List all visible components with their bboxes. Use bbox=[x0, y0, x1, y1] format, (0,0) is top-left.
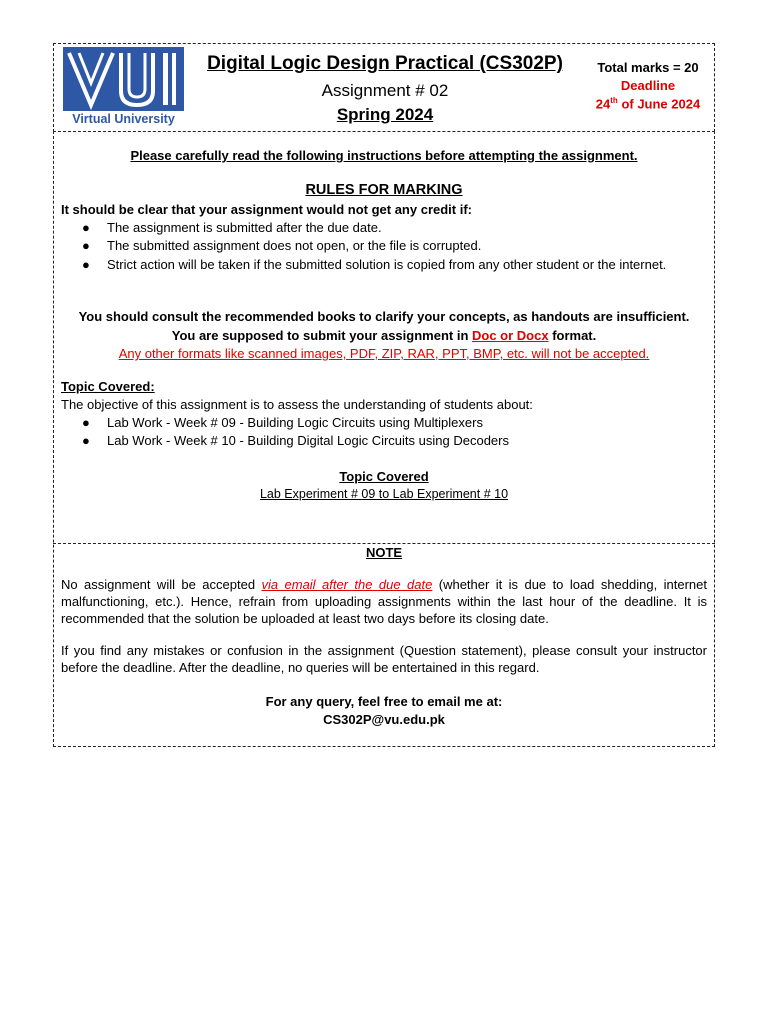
bullet-icon: ● bbox=[82, 220, 90, 235]
query-line: For any query, feel free to email me at: bbox=[265, 694, 503, 709]
email-restriction: via email after the due date bbox=[261, 577, 433, 592]
submit-line: You are supposed to submit your assignment in Doc or Docx format. bbox=[171, 328, 597, 343]
topic-item: Lab Work - Week # 09 - Building Logic Circuits using Multiplexers bbox=[107, 415, 483, 430]
rule-item: The submitted assignment does not open, or the file is corrupted. bbox=[107, 238, 482, 253]
bullet-icon: ● bbox=[82, 415, 90, 430]
note-heading: NOTE bbox=[365, 545, 403, 560]
vu-logo-mark bbox=[63, 47, 184, 111]
topic-covered-heading: Topic Covered bbox=[339, 469, 429, 484]
topics-heading: Topic Covered: bbox=[61, 379, 155, 394]
topics-lead: The objective of this assignment is to assess the understanding of students about: bbox=[61, 397, 533, 412]
bullet-icon: ● bbox=[82, 238, 90, 253]
note-paragraph-1: No assignment will be accepted via email after the due date (whether it is due to load shedding, internet malfunctioning, etc.). Hence, refrain from uploading assignments within the last hour of the deadline. It is recommended that the solution be uploaded at least two days before its closing date. bbox=[61, 577, 707, 626]
assignment-number: Assignment # 02 bbox=[321, 81, 449, 100]
other-formats-warning: Any other formats like scanned images, PDF, ZIP, RAR, PPT, BMP, etc. will not be accepted. bbox=[118, 346, 650, 361]
consult-line: You should consult the recommended books to clarify your concepts, as handouts are insufficient. bbox=[78, 309, 690, 324]
rules-heading: RULES FOR MARKING bbox=[305, 182, 463, 198]
total-marks: Total marks = 20 bbox=[597, 60, 699, 75]
instructions-intro: Please carefully read the following instructions before attempting the assignment. bbox=[130, 148, 638, 163]
logo-text: Virtual University bbox=[72, 112, 175, 126]
contact-email[interactable]: CS302P@vu.edu.pk bbox=[323, 712, 445, 727]
submit-format: Doc or Docx bbox=[472, 328, 549, 343]
vu-logo bbox=[63, 47, 184, 127]
course-title: Digital Logic Design Practical (CS302P) bbox=[207, 53, 563, 74]
bullet-icon: ● bbox=[82, 257, 90, 272]
deadline-label: Deadline bbox=[620, 78, 676, 93]
topic-item: Lab Work - Week # 10 - Building Digital Logic Circuits using Decoders bbox=[107, 433, 509, 448]
topic-covered-range: Lab Experiment # 09 to Lab Experiment # 10 bbox=[259, 487, 509, 501]
bullet-icon: ● bbox=[82, 433, 90, 448]
note-paragraph-2: If you find any mistakes or confusion in the assignment (Question statement), please consult your instructor before the deadline. After the deadline, no queries will be entertained in this regard. bbox=[61, 643, 707, 675]
rule-item: The assignment is submitted after the due date. bbox=[107, 220, 382, 235]
deadline-date: 24th of June 2024 bbox=[595, 96, 701, 112]
rules-lead: It should be clear that your assignment would not get any credit if: bbox=[61, 202, 472, 217]
rule-item: Strict action will be taken if the submitted solution is copied from any other student or the internet. bbox=[107, 257, 667, 272]
semester: Spring 2024 bbox=[336, 105, 434, 124]
